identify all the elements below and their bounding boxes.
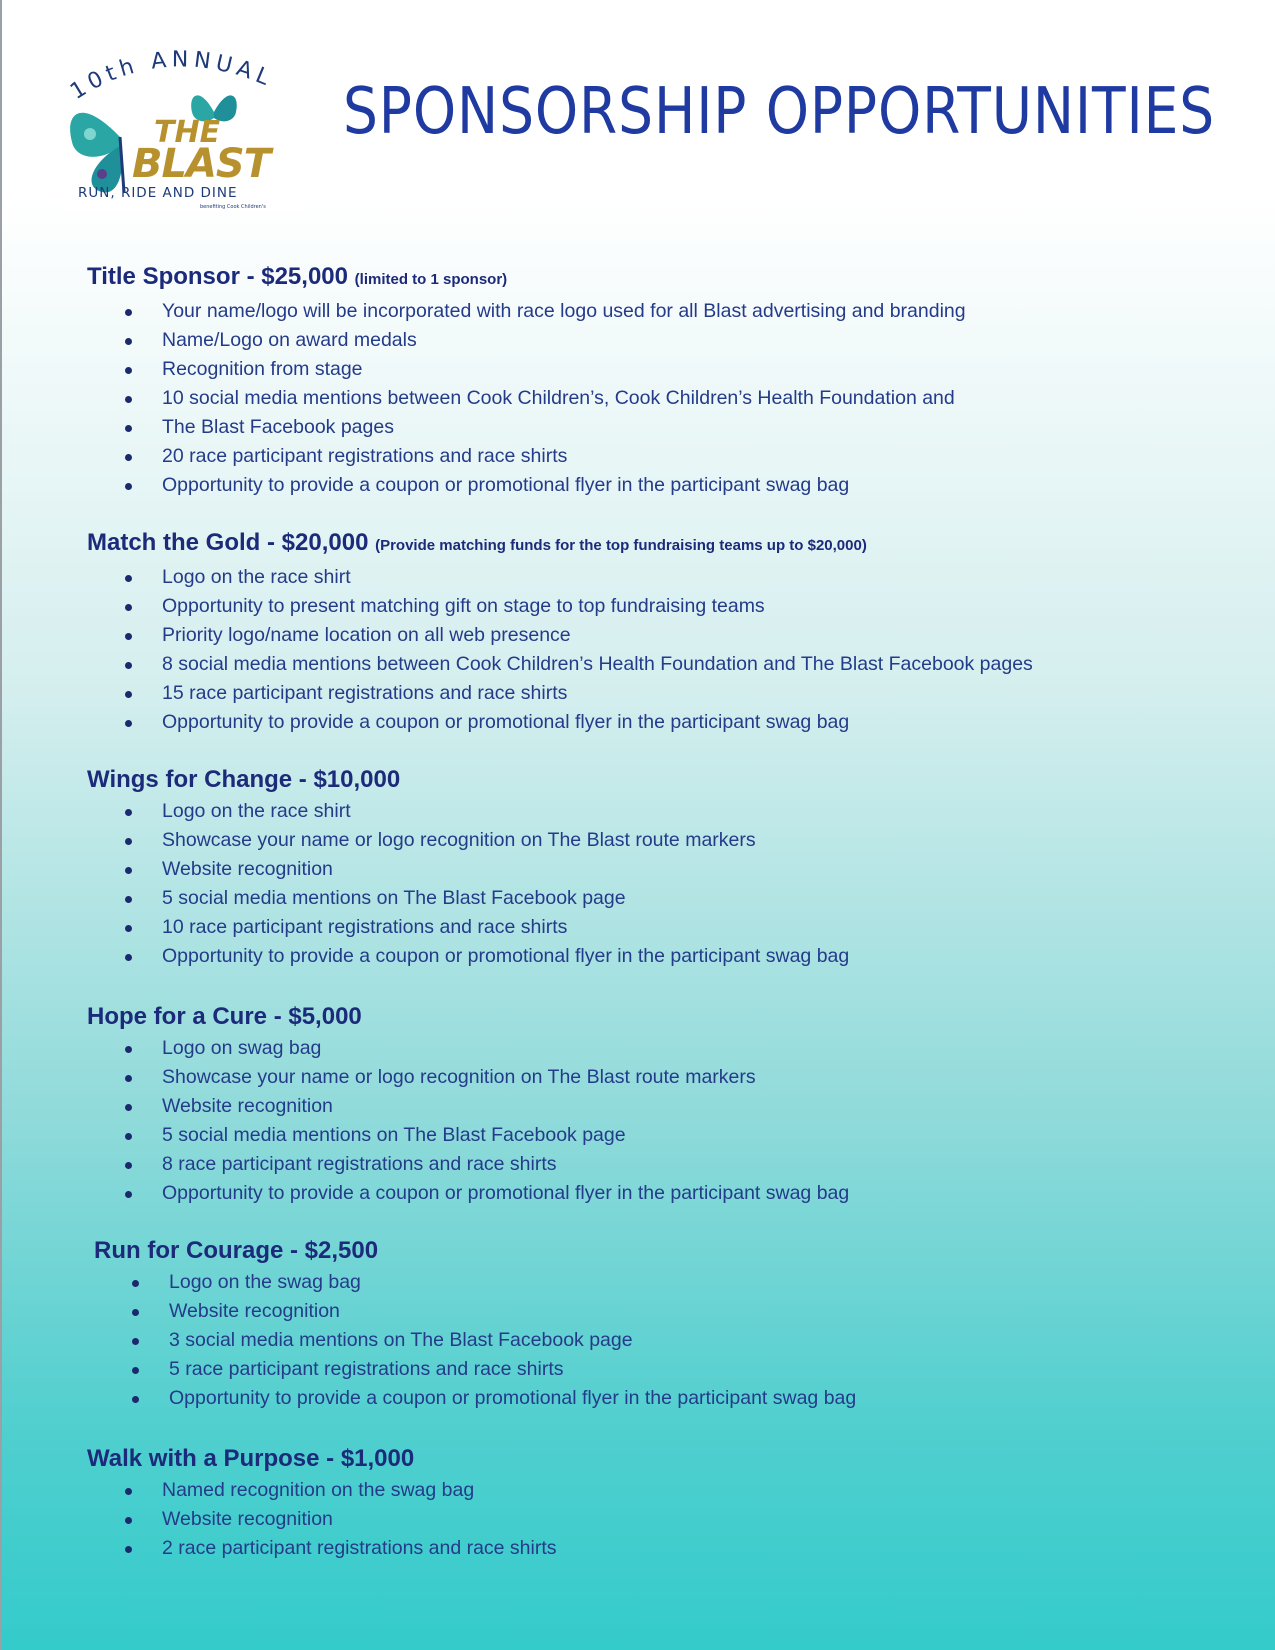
bullet-icon <box>125 425 132 432</box>
benefit-item <box>87 913 849 942</box>
page-title: SPONSORSHIP OPPORTUNITIES <box>343 75 1216 149</box>
sponsor-level-title: Wings for Change - $10,000 <box>87 766 401 793</box>
benefit-item <box>87 797 849 826</box>
bullet-icon <box>125 1104 132 1111</box>
benefit-item <box>87 650 1033 679</box>
sponsor-level-heading <box>87 262 966 295</box>
benefit-item <box>94 1297 856 1326</box>
benefit-item <box>87 621 1033 650</box>
benefit-text: Named recognition on the swag bag <box>162 1479 475 1501</box>
sponsor-level <box>94 1236 856 1413</box>
benefit-text: 10 race participant registrations and race shirts <box>162 916 568 938</box>
benefit-text: 15 race participant registrations and race shirts <box>162 682 568 704</box>
benefit-text: 5 social media mentions on The Blast Facebook page <box>162 1124 626 1146</box>
bullet-icon <box>125 896 132 903</box>
bullet-icon <box>125 338 132 345</box>
benefit-list <box>87 1034 849 1208</box>
benefit-text: Name/Logo on award medals <box>162 329 417 351</box>
benefit-item <box>87 297 966 326</box>
benefit-text: Showcase your name or logo recognition on The Blast route markers <box>162 1066 756 1088</box>
bullet-icon <box>125 925 132 932</box>
bullet-icon <box>125 1046 132 1053</box>
benefit-text: 3 social media mentions on The Blast Facebook page <box>169 1329 633 1351</box>
benefit-item <box>87 679 1033 708</box>
benefit-text: Opportunity to provide a coupon or promotional flyer in the participant swag bag <box>162 1182 850 1204</box>
benefit-item <box>87 1505 557 1534</box>
bullet-icon <box>125 1517 132 1524</box>
bullet-icon <box>125 1488 132 1495</box>
sponsor-level <box>87 1444 557 1563</box>
benefit-list <box>87 797 849 971</box>
bullet-icon <box>125 867 132 874</box>
butterfly-icon <box>70 113 124 193</box>
benefit-text: 8 social media mentions between Cook Children’s Health Foundation and The Blast Facebook pages <box>162 653 1033 675</box>
benefit-text: 2 race participant registrations and race shirts <box>162 1537 557 1559</box>
benefit-text: Website recognition <box>162 1508 333 1530</box>
sponsor-level <box>87 765 849 971</box>
benefit-text: Website recognition <box>162 1095 333 1117</box>
page-edge-line <box>0 0 2 1650</box>
benefit-text: Logo on swag bag <box>162 1037 322 1059</box>
bullet-icon <box>125 367 132 374</box>
benefit-item <box>87 942 849 971</box>
sponsor-level-heading <box>87 765 849 795</box>
benefit-list <box>87 297 966 500</box>
bullet-icon <box>132 1396 139 1403</box>
benefit-item <box>87 1034 849 1063</box>
benefit-text: Your name/logo will be incorporated with race logo used for all Blast advertising and branding <box>162 300 966 322</box>
bullet-icon <box>125 1191 132 1198</box>
benefit-item <box>87 1092 849 1121</box>
benefit-text: Recognition from stage <box>162 358 363 380</box>
bullet-icon <box>125 454 132 461</box>
benefit-text: 5 social media mentions on The Blast Facebook page <box>162 887 626 909</box>
logo-top-text: 10th ANNUAL <box>66 47 278 105</box>
benefit-text: Logo on the race shirt <box>162 800 351 822</box>
benefit-text: Priority logo/name location on all web presence <box>162 624 571 646</box>
benefit-item <box>87 1121 849 1150</box>
benefit-text: Opportunity to present matching gift on stage to top fundraising teams <box>162 595 765 617</box>
benefit-item <box>94 1384 856 1413</box>
logo-name-line2: BLAST <box>132 141 271 187</box>
bullet-icon <box>125 575 132 582</box>
event-logo-graphic <box>62 42 300 212</box>
benefit-text: Logo on the race shirt <box>162 566 351 588</box>
sponsor-level-title: Walk with a Purpose - $1,000 <box>87 1445 415 1472</box>
sponsor-level-heading <box>87 1002 849 1032</box>
bullet-icon <box>125 954 132 961</box>
benefit-item <box>87 1063 849 1092</box>
event-logo <box>62 42 300 212</box>
benefit-text: Opportunity to provide a coupon or promotional flyer in the participant swag bag <box>162 945 850 967</box>
sponsor-level-title: Match the Gold - $20,000 <box>87 529 369 556</box>
benefit-item <box>87 326 966 355</box>
benefit-text: Opportunity to provide a coupon or promotional flyer in the participant swag bag <box>162 711 850 733</box>
sponsor-level <box>87 528 1033 737</box>
sponsor-level-heading <box>87 528 1033 561</box>
bullet-icon <box>125 1133 132 1140</box>
benefit-item <box>87 1534 557 1563</box>
sponsor-level-title: Run for Courage - $2,500 <box>94 1237 379 1264</box>
benefit-item <box>87 855 849 884</box>
benefit-item <box>87 563 1033 592</box>
benefit-text: Logo on the swag bag <box>169 1271 361 1293</box>
benefit-text: Website recognition <box>162 858 333 880</box>
bullet-icon <box>125 604 132 611</box>
benefit-item <box>87 384 966 413</box>
benefit-text: Opportunity to provide a coupon or promotional flyer in the participant swag bag <box>162 474 850 496</box>
benefit-item <box>87 1150 849 1179</box>
benefit-item <box>94 1326 856 1355</box>
benefit-text: Showcase your name or logo recognition on The Blast route markers <box>162 829 756 851</box>
benefit-item <box>87 413 966 442</box>
benefit-item <box>87 471 966 500</box>
benefit-item <box>94 1355 856 1384</box>
benefit-item <box>87 826 849 855</box>
sponsor-level-title: Title Sponsor - $25,000 <box>87 263 348 290</box>
benefit-text: Website recognition <box>169 1300 340 1322</box>
benefit-item <box>87 884 849 913</box>
bullet-icon <box>132 1280 139 1287</box>
sponsor-level-heading <box>94 1236 856 1266</box>
bullet-icon <box>125 691 132 698</box>
bullet-icon <box>125 1075 132 1082</box>
benefit-text: 10 social media mentions between Cook Children’s, Cook Children’s Health Foundation and <box>162 387 955 409</box>
benefit-list <box>94 1268 856 1413</box>
benefit-text: 20 race participant registrations and race shirts <box>162 445 568 467</box>
benefit-list <box>87 563 1033 737</box>
logo-name-line1: THE <box>154 115 221 150</box>
benefit-item <box>87 708 1033 737</box>
bullet-icon <box>125 662 132 669</box>
bullet-icon <box>125 809 132 816</box>
benefit-item <box>87 442 966 471</box>
sponsor-level <box>87 262 966 500</box>
sponsor-level-title: Hope for a Cure - $5,000 <box>87 1003 362 1030</box>
benefit-text: Opportunity to provide a coupon or promotional flyer in the participant swag bag <box>169 1387 857 1409</box>
benefit-item <box>87 592 1033 621</box>
benefit-item <box>87 1179 849 1208</box>
sponsor-level-note: (Provide matching funds for the top fundraising teams up to $20,000) <box>375 537 867 554</box>
bullet-icon <box>125 1546 132 1553</box>
bullet-icon <box>125 633 132 640</box>
bullet-icon <box>125 309 132 316</box>
bullet-icon <box>125 483 132 490</box>
bullet-icon <box>132 1338 139 1345</box>
bullet-icon <box>125 1162 132 1169</box>
bullet-icon <box>132 1309 139 1316</box>
bullet-icon <box>125 720 132 727</box>
benefit-item <box>87 355 966 384</box>
svg-text:10th ANNUAL <box>66 47 277 105</box>
benefit-item <box>94 1268 856 1297</box>
benefit-text: 5 race participant registrations and race shirts <box>169 1358 564 1380</box>
logo-tagline: RUN, RIDE AND DINE <box>78 185 238 201</box>
bullet-icon <box>125 838 132 845</box>
benefit-list <box>87 1476 557 1563</box>
sponsor-level-heading <box>87 1444 557 1474</box>
sponsor-level <box>87 1002 849 1208</box>
bullet-icon <box>132 1367 139 1374</box>
benefit-item <box>87 1476 557 1505</box>
sponsor-level-note: (limited to 1 sponsor) <box>354 271 508 288</box>
benefit-text: 8 race participant registrations and race shirts <box>162 1153 557 1175</box>
bullet-icon <box>125 396 132 403</box>
benefit-text: The Blast Facebook pages <box>162 416 394 438</box>
logo-benefit: benefiting Cook Children's <box>200 204 266 210</box>
